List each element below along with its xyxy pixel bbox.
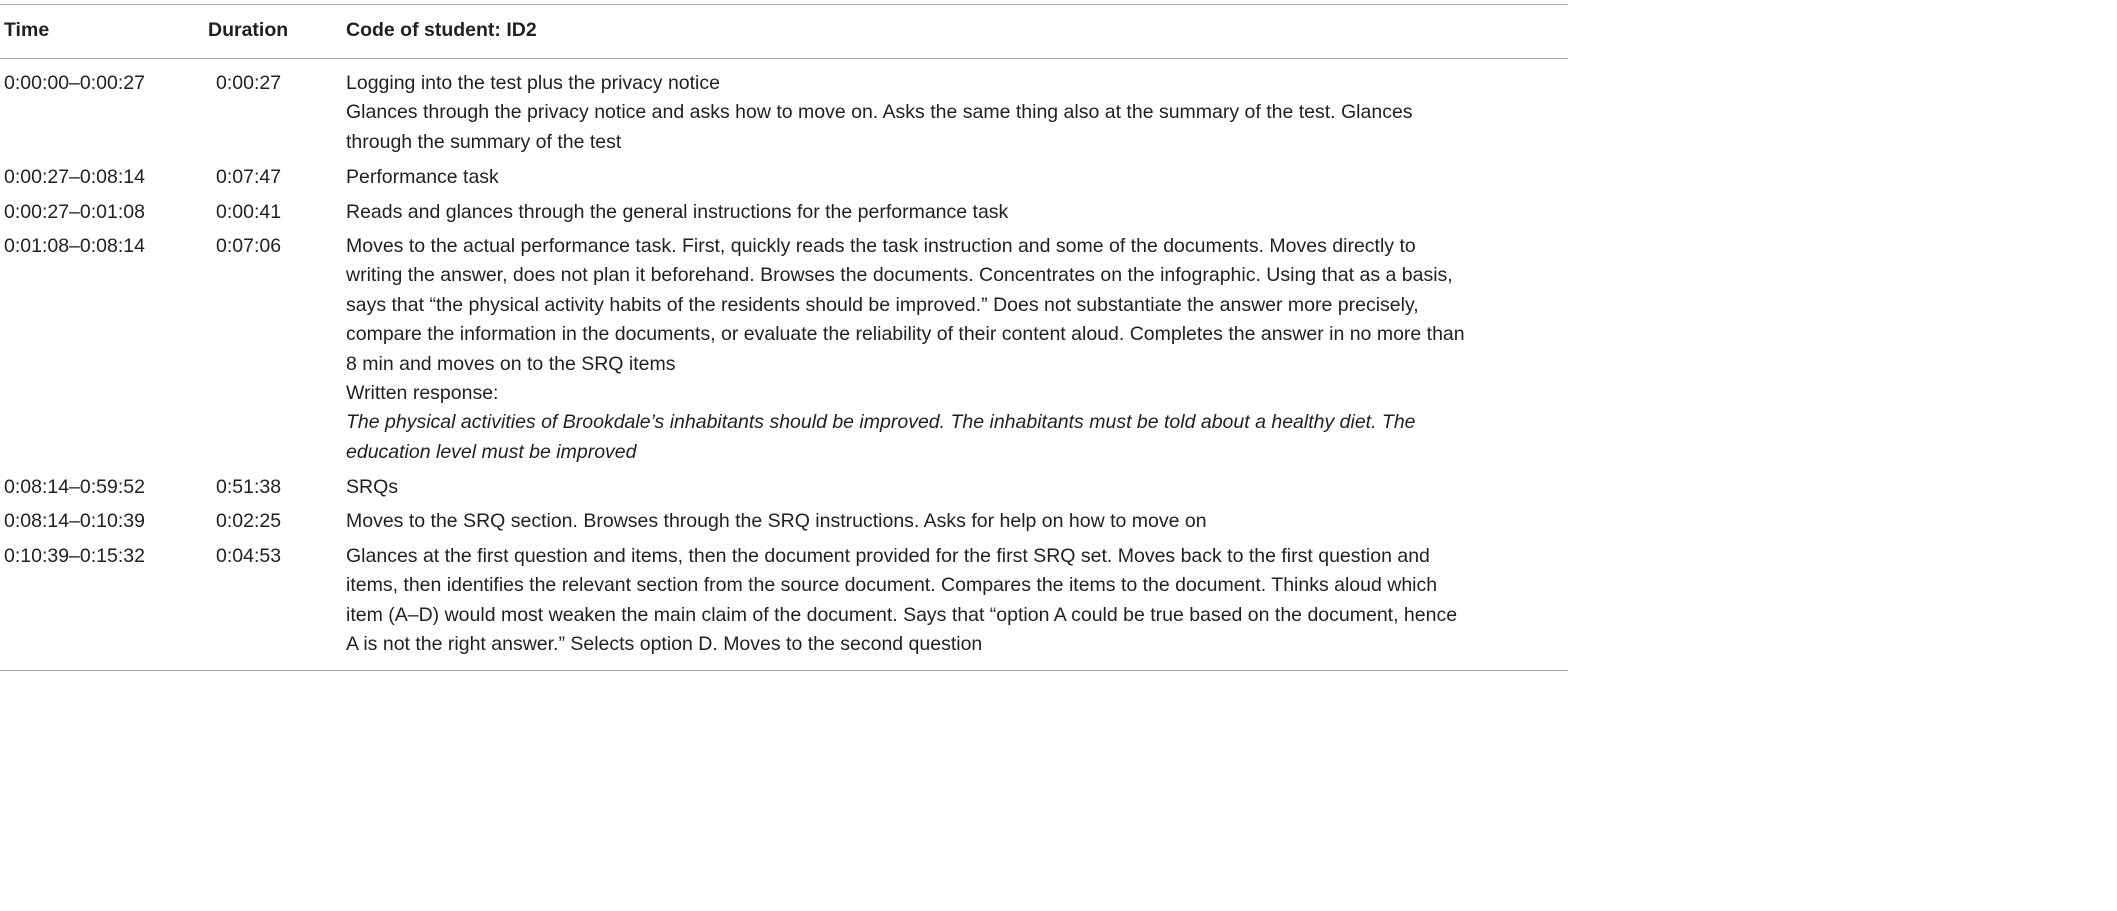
table-row-description <box>346 542 1556 660</box>
table-row-description <box>346 473 1556 502</box>
table-bottom-rule <box>0 670 1568 671</box>
written-response-line: education level must be improved <box>346 440 637 463</box>
table-row-duration: 0:00:41 <box>216 201 282 223</box>
description-line: Performance task <box>346 166 499 188</box>
table-top-rule <box>0 4 1568 5</box>
description-line: Moves to the SRQ section. Browses through the SRQ instructions. Asks for help on how to move on <box>346 510 1207 532</box>
description-line: compare the information in the documents, or evaluate the reliability of their content aloud. Completes the answer in no more than <box>346 323 1465 346</box>
table-row-description <box>346 507 1556 536</box>
description-line: through the summary of the test <box>346 130 622 153</box>
column-header-duration: Duration <box>208 19 289 41</box>
table-row-duration: 0:04:53 <box>216 545 282 567</box>
table-row-time: 0:00:00–0:00:27 <box>4 72 145 94</box>
table-row-description <box>346 198 1556 227</box>
column-header-time: Time <box>4 19 50 41</box>
written-response-line: The physical activities of Brookdale’s inhabitants should be improved. The inhabitants must be told about a healthy diet. The <box>346 411 1416 434</box>
table-row-time: 0:08:14–0:10:39 <box>4 510 145 532</box>
description-line: says that “the physical activity habits of the residents should be improved.” Does not substantiate the answer more precisely, <box>346 293 1419 316</box>
table-row-description <box>346 163 1556 192</box>
description-line: Moves to the actual performance task. First, quickly reads the task instruction and some of the documents. Moves directly to <box>346 235 1416 257</box>
description-line: Written response: <box>346 382 499 405</box>
table-row-duration: 0:07:06 <box>216 235 282 257</box>
description-line: writing the answer, does not plan it beforehand. Browses the documents. Concentrates on the infographic. Using that as a basis, <box>346 264 1453 287</box>
description-line: 8 min and moves on to the SRQ items <box>346 352 676 375</box>
table-row-time: 0:00:27–0:08:14 <box>4 166 145 188</box>
table-row-description <box>346 232 1556 467</box>
table-row-duration: 0:02:25 <box>216 510 282 532</box>
table-row-time: 0:00:27–0:01:08 <box>4 201 145 223</box>
header-rule <box>0 58 1568 59</box>
table-row-time: 0:08:14–0:59:52 <box>4 476 145 498</box>
description-line: items, then identifies the relevant section from the source document. Compares the items to the document. Thinks aloud which <box>346 574 1438 597</box>
table-row-description <box>346 69 1556 157</box>
table-row-time: 0:01:08–0:08:14 <box>4 235 145 257</box>
description-line: Glances at the first question and items, then the document provided for the first SRQ set. Moves back to the first question and <box>346 545 1430 567</box>
table-row-duration: 0:00:27 <box>216 72 282 94</box>
description-line: Reads and glances through the general instructions for the performance task <box>346 201 1009 223</box>
description-line: Glances through the privacy notice and asks how to move on. Asks the same thing also at the summary of the test. Glances <box>346 101 1413 124</box>
table-row-time: 0:10:39–0:15:32 <box>4 545 145 567</box>
table-row-duration: 0:51:38 <box>216 476 282 498</box>
description-line: item (A–D) would most weaken the main claim of the document. Says that “option A could be true based on the document, hence <box>346 603 1458 626</box>
description-line: SRQs <box>346 476 399 498</box>
table-row-duration: 0:07:47 <box>216 166 282 188</box>
description-line: Logging into the test plus the privacy notice <box>346 72 720 94</box>
description-line: A is not the right answer.” Selects option D. Moves to the second question <box>346 633 983 656</box>
column-header-code: Code of student: ID2 <box>346 19 537 41</box>
